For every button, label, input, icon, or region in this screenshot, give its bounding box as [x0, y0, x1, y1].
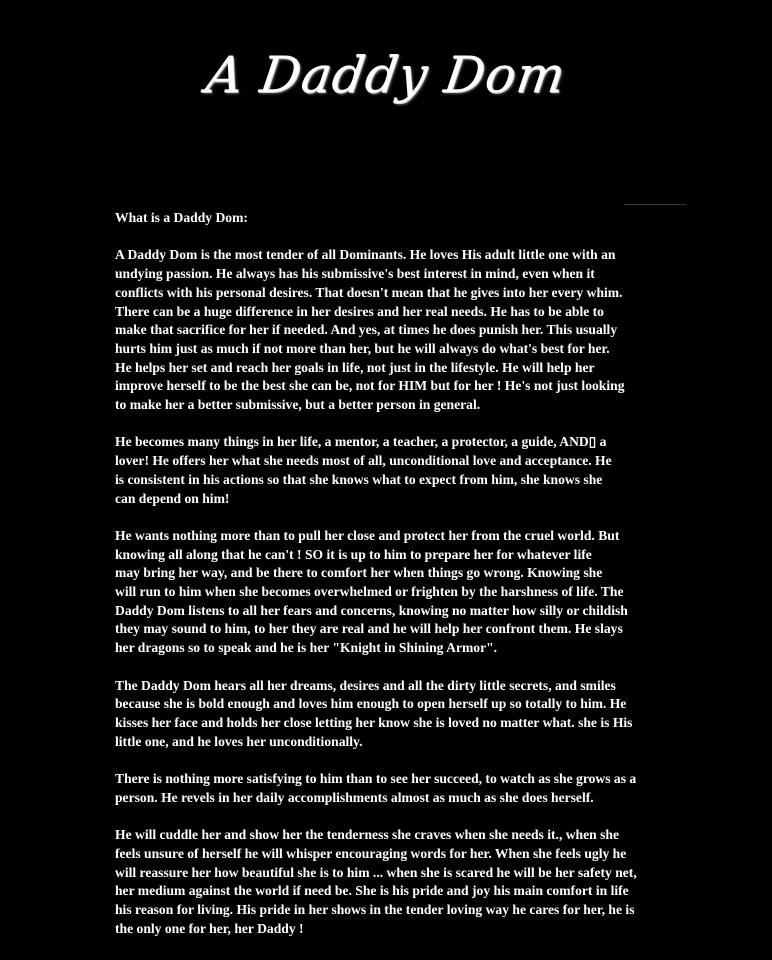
text-line: will reassure her how beautiful she is to him ... when she is scared he will be her safety net,: [115, 864, 637, 880]
text-line: undying passion. He always has his submissive's best interest in mind, even when it: [115, 266, 595, 282]
text-line: The Daddy Dom hears all her dreams, desires and all the dirty little secrets, and smiles: [115, 677, 616, 693]
text-line: because she is bold enough and loves him enough to open herself up so totally to him. He: [115, 696, 627, 712]
text-line: they may sound to him, to her they are real and he will help her confront them. He slays: [115, 621, 623, 637]
divider: [624, 204, 686, 205]
text-line: feels unsure of herself he will whisper encouraging words for her. When she feels ugly he: [115, 845, 627, 861]
paragraph-3: [115, 527, 740, 658]
paragraph-5: [115, 770, 740, 807]
text-line: to make her a better submissive, but a better person in general.: [115, 397, 481, 413]
text-line: little one, and he loves her unconditionally.: [115, 733, 363, 749]
text-line: person. He revels in her daily accomplishments almost as much as she does herself.: [115, 789, 594, 805]
text-line: her medium against the world if need be. She is his pride and joy his main comfort in life: [115, 883, 629, 899]
text-line: hurts him just as much if not more than her, but he will always do what's best for her.: [115, 340, 610, 356]
text-line: the only one for her, her Daddy !: [115, 920, 304, 936]
text-line: There is nothing more satisfying to him than to see her succeed, to watch as she grows as a: [115, 771, 637, 787]
paragraph-1: [115, 246, 740, 414]
text-line: He will cuddle her and show her the tenderness she craves when she needs it., when she: [115, 827, 619, 843]
text-line: Daddy Dom listens to all her fears and concerns, knowing no matter how silly or childish: [115, 602, 628, 618]
text-line: knowing all along that he can't ! SO it is up to him to prepare her for whatever life: [115, 546, 592, 562]
text-line: A Daddy Dom is the most tender of all Dominants. He loves His adult little one with an: [115, 247, 616, 263]
text-line: There can be a huge difference in her desires and her real needs. He has to be able to: [115, 303, 604, 319]
paragraph-2: [115, 433, 740, 508]
text-line: her dragons so to speak and he is her "Knight in Shining Armor".: [115, 640, 498, 656]
page-title: A Daddy Dom: [202, 46, 570, 104]
text-line: his reason for living. His pride in her shows in the tender loving way he cares for her, he is: [115, 901, 635, 917]
text-line: He wants nothing more than to pull her close and protect her from the cruel world. But: [115, 527, 620, 543]
text-line: is consistent in his actions so that she knows what to expect from him, she knows she: [115, 471, 603, 487]
paragraph-6: [115, 826, 740, 938]
article-body: [115, 209, 740, 957]
text-line: lover! He offers her what she needs most of all, unconditional love and acceptance. He: [115, 453, 612, 469]
paragraph-4: [115, 677, 740, 752]
text-line: make that sacrifice for her if needed. And yes, at times he does punish her. This usually: [115, 322, 618, 338]
text-line: will run to him when she becomes overwhelmed or frighten by the harshness of life. The: [115, 584, 624, 600]
section-heading: What is a Daddy Dom:: [115, 210, 248, 225]
text-line: He helps her set and reach her goals in life, not just in the lifestyle. He will help her: [115, 359, 595, 375]
text-line: improve herself to be the best she can be, not for HIM but for her ! He's not just looking: [115, 378, 625, 394]
text-line: He becomes many things in her life, a mentor, a teacher, a protector, a guide, AND▯ a: [115, 434, 607, 450]
text-line: conflicts with his personal desires. That doesn't mean that he gives into her every whim.: [115, 284, 623, 300]
text-line: can depend on him!: [115, 490, 230, 506]
text-line: may bring her way, and be there to comfort her when things go wrong. Knowing she: [115, 565, 603, 581]
text-line: kisses her face and holds her close letting her know she is loved no matter what. she is His: [115, 714, 633, 730]
